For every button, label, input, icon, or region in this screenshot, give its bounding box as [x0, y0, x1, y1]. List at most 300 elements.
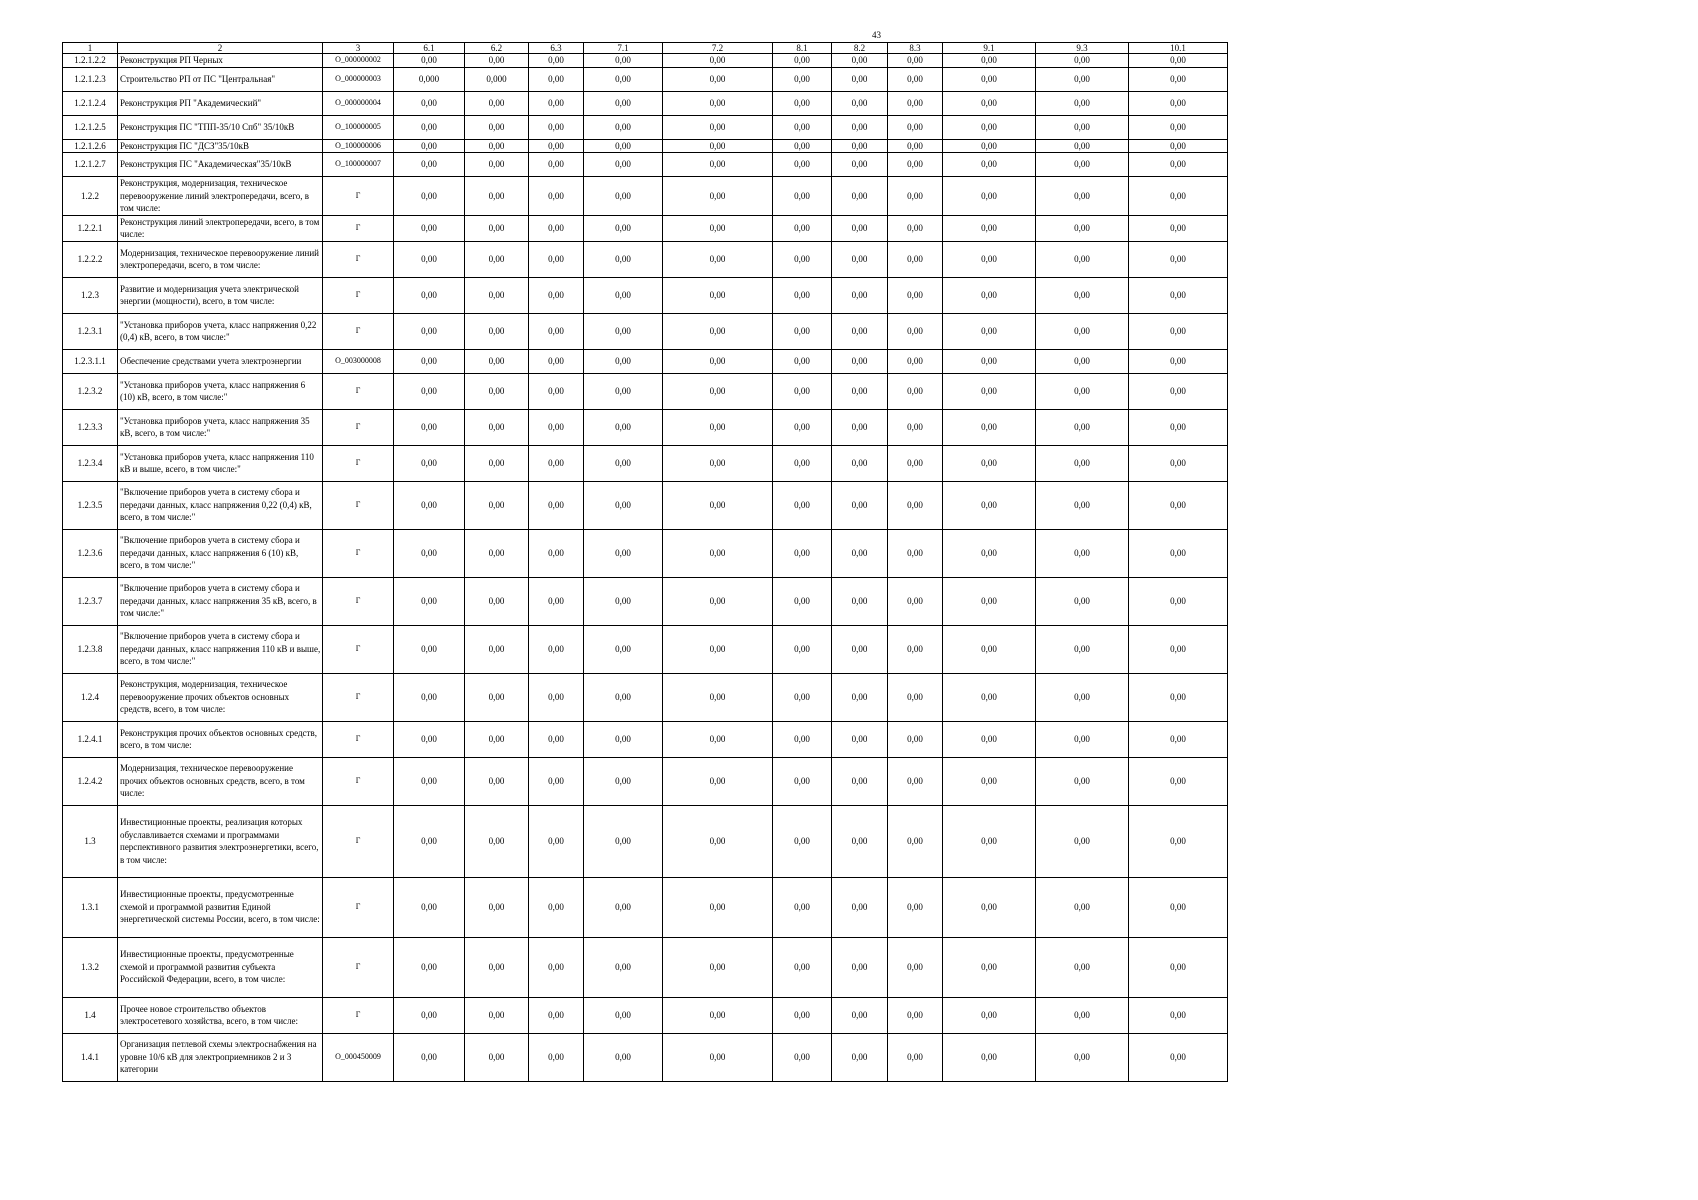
value-cell: 0,00	[663, 445, 773, 481]
value-cell: 0,00	[584, 54, 663, 68]
row-number-cell: 1.2.3.8	[63, 625, 118, 673]
value-cell: 0,00	[529, 153, 584, 177]
value-cell: 0,00	[1129, 177, 1228, 216]
value-cell: 0,00	[663, 805, 773, 877]
value-cell: 0,00	[888, 577, 943, 625]
value-cell: 0,00	[832, 139, 888, 153]
value-cell: 0,00	[465, 177, 529, 216]
value-cell: 0,00	[584, 673, 663, 721]
row-number-cell: 1.2.3.4	[63, 445, 118, 481]
row-number-cell: 1.2.3.7	[63, 577, 118, 625]
row-number-cell: 1.3	[63, 805, 118, 877]
row-number-cell: 1.2.3.5	[63, 481, 118, 529]
table-row	[63, 215, 1228, 241]
value-cell: 0,00	[888, 409, 943, 445]
row-name-cell: Инвестиционные проекты, реализация которых обуславливается схемами и программами перспективного развития электроэнергетики, всего, в том числе:	[118, 805, 323, 877]
value-cell: 0,00	[1036, 805, 1129, 877]
value-cell: 0,00	[584, 409, 663, 445]
value-cell: 0,00	[465, 805, 529, 877]
value-cell: 0,00	[584, 373, 663, 409]
value-cell: 0,00	[832, 1033, 888, 1081]
value-cell: 0,00	[888, 215, 943, 241]
value-cell: 0,00	[888, 1033, 943, 1081]
value-cell: 0,00	[943, 67, 1036, 91]
value-cell: 0,00	[832, 277, 888, 313]
value-cell: 0,00	[529, 529, 584, 577]
value-cell: 0,00	[529, 115, 584, 139]
table-row	[63, 409, 1228, 445]
value-cell: 0,00	[773, 481, 832, 529]
value-cell: 0,00	[888, 673, 943, 721]
column-number-cell: 3	[323, 43, 394, 54]
column-number-cell: 9.1	[943, 43, 1036, 54]
value-cell: 0,00	[888, 481, 943, 529]
value-cell: 0,00	[663, 409, 773, 445]
row-code-cell: Г	[323, 277, 394, 313]
value-cell: 0,00	[1036, 313, 1129, 349]
table-row	[63, 481, 1228, 529]
investment-table	[62, 42, 1228, 1082]
value-cell: 0,00	[663, 277, 773, 313]
value-cell: 0,00	[663, 313, 773, 349]
row-code-cell: Г	[323, 673, 394, 721]
value-cell: 0,00	[1129, 997, 1228, 1033]
value-cell: 0,00	[465, 997, 529, 1033]
value-cell: 0,00	[584, 177, 663, 216]
value-cell: 0,00	[773, 409, 832, 445]
value-cell: 0,00	[1129, 313, 1228, 349]
value-cell: 0,00	[943, 481, 1036, 529]
value-cell: 0,00	[943, 153, 1036, 177]
row-code-cell: Г	[323, 373, 394, 409]
value-cell: 0,00	[529, 445, 584, 481]
page-number: 43	[872, 30, 881, 40]
value-cell: 0,00	[1129, 409, 1228, 445]
value-cell: 0,00	[1129, 277, 1228, 313]
value-cell: 0,00	[773, 721, 832, 757]
value-cell: 0,00	[773, 115, 832, 139]
value-cell: 0,00	[888, 349, 943, 373]
value-cell: 0,00	[1129, 54, 1228, 68]
value-cell: 0,00	[584, 215, 663, 241]
value-cell: 0,00	[394, 313, 465, 349]
value-cell: 0,00	[584, 445, 663, 481]
value-cell: 0,00	[584, 313, 663, 349]
row-name-cell: Обеспечение средствами учета электроэнергии	[118, 349, 323, 373]
row-name-cell: Прочее новое строительство объектов электросетевого хозяйства, всего, в том числе:	[118, 997, 323, 1033]
table-row	[63, 277, 1228, 313]
row-number-cell: 1.4.1	[63, 1033, 118, 1081]
value-cell: 0,00	[584, 139, 663, 153]
value-cell: 0,00	[832, 937, 888, 997]
value-cell: 0,00	[529, 721, 584, 757]
value-cell: 0,00	[773, 937, 832, 997]
row-code-cell: Г	[323, 625, 394, 673]
value-cell: 0,00	[465, 349, 529, 373]
table-row	[63, 721, 1228, 757]
value-cell: 0,00	[663, 153, 773, 177]
row-name-cell: "Включение приборов учета в систему сбора и передачи данных, класс напряжения 35 кВ, всего, в том числе:"	[118, 577, 323, 625]
value-cell: 0,00	[663, 529, 773, 577]
row-code-cell: О_100000005	[323, 115, 394, 139]
value-cell: 0,00	[465, 445, 529, 481]
value-cell: 0,00	[1129, 625, 1228, 673]
value-cell: 0,00	[773, 1033, 832, 1081]
value-cell: 0,00	[888, 529, 943, 577]
value-cell: 0,00	[465, 577, 529, 625]
value-cell: 0,00	[529, 313, 584, 349]
value-cell: 0,00	[888, 373, 943, 409]
value-cell: 0,00	[394, 215, 465, 241]
value-cell: 0,00	[465, 481, 529, 529]
value-cell: 0,00	[584, 241, 663, 277]
value-cell: 0,00	[832, 177, 888, 216]
column-number-cell: 8.1	[773, 43, 832, 54]
row-number-cell: 1.3.1	[63, 877, 118, 937]
table-row	[63, 91, 1228, 115]
value-cell: 0,00	[832, 997, 888, 1033]
value-cell: 0,00	[1036, 215, 1129, 241]
table-row	[63, 445, 1228, 481]
value-cell: 0,00	[529, 277, 584, 313]
value-cell: 0,00	[1129, 67, 1228, 91]
value-cell: 0,00	[663, 54, 773, 68]
row-code-cell: Г	[323, 481, 394, 529]
column-number-cell: 8.2	[832, 43, 888, 54]
value-cell: 0,00	[663, 139, 773, 153]
table-row	[63, 673, 1228, 721]
table-row	[63, 241, 1228, 277]
value-cell: 0,00	[888, 115, 943, 139]
column-number-cell: 7.1	[584, 43, 663, 54]
value-cell: 0,00	[529, 373, 584, 409]
value-cell: 0,00	[663, 115, 773, 139]
row-number-cell: 1.2.1.2.7	[63, 153, 118, 177]
value-cell: 0,00	[943, 757, 1036, 805]
value-cell: 0,00	[529, 54, 584, 68]
row-code-cell: Г	[323, 215, 394, 241]
row-number-cell: 1.2.1.2.6	[63, 139, 118, 153]
column-number-cell: 9.3	[1036, 43, 1129, 54]
value-cell: 0,00	[832, 673, 888, 721]
row-number-cell: 1.2.2	[63, 177, 118, 216]
value-cell: 0,00	[663, 67, 773, 91]
value-cell: 0,00	[943, 529, 1036, 577]
value-cell: 0,00	[832, 115, 888, 139]
value-cell: 0,00	[943, 805, 1036, 877]
value-cell: 0,00	[1129, 349, 1228, 373]
value-cell: 0,00	[394, 349, 465, 373]
value-cell: 0,00	[465, 757, 529, 805]
row-code-cell: Г	[323, 937, 394, 997]
value-cell: 0,00	[663, 481, 773, 529]
value-cell: 0,00	[465, 625, 529, 673]
value-cell: 0,00	[832, 481, 888, 529]
value-cell: 0,00	[529, 757, 584, 805]
value-cell: 0,00	[584, 67, 663, 91]
value-cell: 0,00	[394, 577, 465, 625]
value-cell: 0,00	[832, 625, 888, 673]
row-number-cell: 1.2.2.2	[63, 241, 118, 277]
value-cell: 0,00	[773, 757, 832, 805]
row-number-cell: 1.2.1.2.5	[63, 115, 118, 139]
value-cell: 0,00	[1036, 54, 1129, 68]
value-cell: 0,00	[1036, 529, 1129, 577]
value-cell: 0,00	[1129, 373, 1228, 409]
value-cell: 0,00	[529, 481, 584, 529]
row-number-cell: 1.2.4.1	[63, 721, 118, 757]
row-number-cell: 1.2.3.1	[63, 313, 118, 349]
value-cell: 0,00	[663, 997, 773, 1033]
value-cell: 0,00	[1036, 349, 1129, 373]
row-code-cell: Г	[323, 529, 394, 577]
value-cell: 0,00	[465, 91, 529, 115]
value-cell: 0,00	[529, 241, 584, 277]
table-row	[63, 529, 1228, 577]
table-row	[63, 153, 1228, 177]
column-number-cell: 7.2	[663, 43, 773, 54]
value-cell: 0,00	[663, 877, 773, 937]
value-cell: 0,00	[1036, 577, 1129, 625]
value-cell: 0,00	[465, 139, 529, 153]
row-code-cell: О_000000002	[323, 54, 394, 68]
value-cell: 0,00	[943, 215, 1036, 241]
value-cell: 0,00	[888, 277, 943, 313]
value-cell: 0,00	[943, 139, 1036, 153]
value-cell: 0,00	[663, 91, 773, 115]
row-code-cell: Г	[323, 757, 394, 805]
column-number-cell: 6.3	[529, 43, 584, 54]
row-number-cell: 1.2.3.1.1	[63, 349, 118, 373]
value-cell: 0,00	[1129, 115, 1228, 139]
value-cell: 0,00	[888, 721, 943, 757]
column-number-row	[63, 43, 1228, 54]
value-cell: 0,00	[1036, 673, 1129, 721]
value-cell: 0,00	[394, 997, 465, 1033]
value-cell: 0,00	[773, 373, 832, 409]
value-cell: 0,00	[943, 91, 1036, 115]
row-name-cell: Модернизация, техническое перевооружение линий электропередачи, всего, в том числе:	[118, 241, 323, 277]
column-number-cell: 1	[63, 43, 118, 54]
value-cell: 0,00	[888, 67, 943, 91]
value-cell: 0,00	[584, 529, 663, 577]
value-cell: 0,00	[832, 877, 888, 937]
row-number-cell: 1.2.1.2.2	[63, 54, 118, 68]
table-row	[63, 349, 1228, 373]
row-name-cell: "Включение приборов учета в систему сбора и передачи данных, класс напряжения 6 (10) кВ, всего, в том числе:"	[118, 529, 323, 577]
value-cell: 0,00	[394, 721, 465, 757]
value-cell: 0,00	[832, 373, 888, 409]
row-name-cell: Реконструкция РП Черных	[118, 54, 323, 68]
value-cell: 0,00	[1036, 481, 1129, 529]
row-code-cell: Г	[323, 721, 394, 757]
value-cell: 0,00	[888, 139, 943, 153]
value-cell: 0,00	[1036, 1033, 1129, 1081]
row-number-cell: 1.2.3	[63, 277, 118, 313]
column-number-cell: 2	[118, 43, 323, 54]
value-cell: 0,00	[1036, 757, 1129, 805]
value-cell: 0,00	[1129, 529, 1228, 577]
value-cell: 0,00	[1129, 215, 1228, 241]
row-name-cell: Инвестиционные проекты, предусмотренные схемой и программой развития Единой энергетической системы России, всего, в том числе:	[118, 877, 323, 937]
value-cell: 0,00	[465, 215, 529, 241]
row-code-cell: О_003000008	[323, 349, 394, 373]
value-cell: 0,00	[1129, 481, 1228, 529]
value-cell: 0,00	[773, 997, 832, 1033]
value-cell: 0,00	[832, 54, 888, 68]
value-cell: 0,00	[465, 673, 529, 721]
value-cell: 0,00	[529, 877, 584, 937]
table-row	[63, 54, 1228, 68]
row-name-cell: Реконструкция РП "Академический"	[118, 91, 323, 115]
value-cell: 0,00	[773, 577, 832, 625]
value-cell: 0,00	[888, 177, 943, 216]
row-code-cell: Г	[323, 805, 394, 877]
value-cell: 0,00	[529, 349, 584, 373]
row-name-cell: Реконструкция, модернизация, техническое перевооружение линий электропередачи, всего, в том числе:	[118, 177, 323, 216]
value-cell: 0,00	[465, 277, 529, 313]
value-cell: 0,00	[529, 805, 584, 877]
value-cell: 0,00	[832, 241, 888, 277]
value-cell: 0,00	[663, 177, 773, 216]
value-cell: 0,00	[663, 937, 773, 997]
value-cell: 0,00	[773, 673, 832, 721]
value-cell: 0,00	[394, 529, 465, 577]
table-row	[63, 937, 1228, 997]
value-cell: 0,00	[529, 67, 584, 91]
value-cell: 0,00	[943, 115, 1036, 139]
value-cell: 0,00	[773, 877, 832, 937]
value-cell: 0,00	[1036, 115, 1129, 139]
value-cell: 0,00	[943, 373, 1036, 409]
value-cell: 0,00	[529, 673, 584, 721]
value-cell: 0,00	[832, 349, 888, 373]
value-cell: 0,00	[943, 277, 1036, 313]
value-cell: 0,00	[465, 721, 529, 757]
value-cell: 0,00	[663, 757, 773, 805]
row-code-cell: О_100000006	[323, 139, 394, 153]
value-cell: 0,00	[465, 409, 529, 445]
value-cell: 0,00	[584, 721, 663, 757]
row-code-cell: Г	[323, 445, 394, 481]
row-name-cell: Реконструкция прочих объектов основных средств, всего, в том числе:	[118, 721, 323, 757]
value-cell: 0,00	[773, 805, 832, 877]
value-cell: 0,00	[832, 721, 888, 757]
table-row	[63, 373, 1228, 409]
value-cell: 0,00	[1036, 153, 1129, 177]
column-number-cell: 6.1	[394, 43, 465, 54]
value-cell: 0,00	[888, 625, 943, 673]
value-cell: 0,00	[663, 373, 773, 409]
value-cell: 0,00	[394, 139, 465, 153]
value-cell: 0,00	[1036, 277, 1129, 313]
table-row	[63, 67, 1228, 91]
value-cell: 0,00	[394, 937, 465, 997]
value-cell: 0,00	[465, 877, 529, 937]
column-number-cell: 8.3	[888, 43, 943, 54]
value-cell: 0,00	[888, 241, 943, 277]
value-cell: 0,00	[943, 673, 1036, 721]
value-cell: 0,00	[1129, 241, 1228, 277]
value-cell: 0,00	[773, 241, 832, 277]
value-cell: 0,00	[394, 277, 465, 313]
row-name-cell: Реконструкция, модернизация, техническое перевооружение прочих объектов основных средств, всего, в том числе:	[118, 673, 323, 721]
value-cell: 0,00	[1129, 577, 1228, 625]
value-cell: 0,00	[943, 445, 1036, 481]
value-cell: 0,00	[529, 91, 584, 115]
value-cell: 0,00	[943, 349, 1036, 373]
value-cell: 0,00	[943, 577, 1036, 625]
value-cell: 0,00	[394, 673, 465, 721]
row-number-cell: 1.2.4	[63, 673, 118, 721]
row-name-cell: "Включение приборов учета в систему сбора и передачи данных, класс напряжения 110 кВ и выше, всего, в том числе:"	[118, 625, 323, 673]
value-cell: 0,00	[773, 91, 832, 115]
value-cell: 0,00	[465, 54, 529, 68]
value-cell: 0,00	[888, 54, 943, 68]
table-row	[63, 877, 1228, 937]
value-cell: 0,00	[943, 1033, 1036, 1081]
value-cell: 0,00	[773, 153, 832, 177]
value-cell: 0,00	[529, 409, 584, 445]
value-cell: 0,00	[584, 277, 663, 313]
row-name-cell: Развитие и модернизация учета электрической энергии (мощности), всего, в том числе:	[118, 277, 323, 313]
row-code-cell: Г	[323, 241, 394, 277]
value-cell: 0,00	[584, 1033, 663, 1081]
row-code-cell: Г	[323, 877, 394, 937]
table-row	[63, 625, 1228, 673]
row-code-cell: О_100000007	[323, 153, 394, 177]
value-cell: 0,00	[584, 877, 663, 937]
value-cell: 0,00	[943, 721, 1036, 757]
value-cell: 0,00	[773, 445, 832, 481]
value-cell: 0,00	[394, 115, 465, 139]
value-cell: 0,00	[943, 409, 1036, 445]
value-cell: 0,00	[888, 91, 943, 115]
value-cell: 0,00	[832, 215, 888, 241]
value-cell: 0,00	[584, 625, 663, 673]
value-cell: 0,00	[584, 805, 663, 877]
table-row	[63, 177, 1228, 216]
value-cell: 0,00	[832, 67, 888, 91]
value-cell: 0,00	[888, 445, 943, 481]
value-cell: 0,00	[394, 409, 465, 445]
value-cell: 0,00	[663, 577, 773, 625]
row-code-cell: О_000000003	[323, 67, 394, 91]
value-cell: 0,00	[1129, 1033, 1228, 1081]
value-cell: 0,00	[465, 1033, 529, 1081]
table-row	[63, 805, 1228, 877]
value-cell: 0,00	[394, 445, 465, 481]
row-name-cell: Реконструкция ПС "ТПП-35/10 Спб" 35/10кВ	[118, 115, 323, 139]
value-cell: 0,00	[1036, 177, 1129, 216]
row-number-cell: 1.2.3.2	[63, 373, 118, 409]
value-cell: 0,00	[832, 313, 888, 349]
value-cell: 0,00	[773, 349, 832, 373]
value-cell: 0,00	[584, 937, 663, 997]
value-cell: 0,00	[465, 115, 529, 139]
value-cell: 0,00	[773, 277, 832, 313]
value-cell: 0,00	[1129, 153, 1228, 177]
value-cell: 0,00	[584, 757, 663, 805]
value-cell: 0,00	[1036, 721, 1129, 757]
value-cell: 0,00	[1036, 67, 1129, 91]
value-cell: 0,00	[584, 481, 663, 529]
value-cell: 0,00	[888, 805, 943, 877]
row-code-cell: Г	[323, 997, 394, 1033]
value-cell: 0,00	[832, 577, 888, 625]
row-name-cell: "Включение приборов учета в систему сбора и передачи данных, класс напряжения 0,22 (0,4) кВ, всего, в том числе:"	[118, 481, 323, 529]
value-cell: 0,00	[584, 577, 663, 625]
